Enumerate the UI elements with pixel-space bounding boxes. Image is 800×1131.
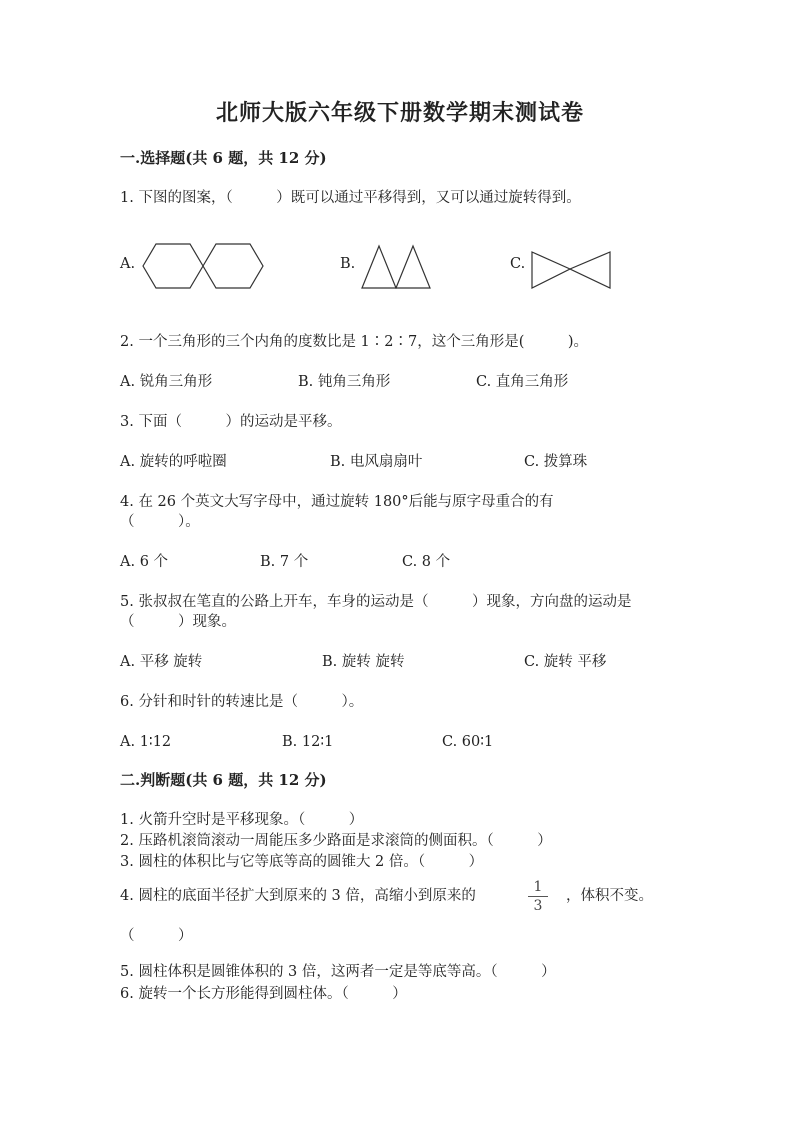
q1-option-b-label: B.	[340, 256, 356, 272]
fraction-one-third	[528, 879, 548, 914]
q5-option-b: B. 旋转 旋转	[322, 654, 405, 670]
judge-q3: 3. 圆柱的体积比与它等底等高的圆锥大 2 倍。（ ）	[120, 854, 484, 870]
judge-q2: 2. 压路机滚筒滚动一周能压多少路面是求滚筒的侧面积。（ ）	[120, 833, 552, 849]
judge-q5: 5. 圆柱体积是圆锥体积的 3 倍，这两者一定是等底等高。（ ）	[120, 964, 556, 980]
judge-q6: 6. 旋转一个长方形能得到圆柱体。（ ）	[120, 986, 407, 1002]
q6-option-a: A. 1∶12	[120, 734, 172, 750]
section1-heading: 一.选择题(共 6 题，共 12 分)	[120, 149, 327, 167]
fraction-numerator: 1	[533, 879, 543, 895]
q1-text: 1. 下图的图案，（ ）既可以通过平移得到，又可以通过旋转得到。	[120, 190, 581, 206]
page-title: 北师大版六年级下册数学期末测试卷	[215, 100, 584, 126]
q3-option-a: A. 旋转的呼啦圈	[120, 454, 227, 470]
q3-option-c: C. 拨算珠	[524, 454, 588, 470]
q3-option-b: B. 电风扇扇叶	[330, 454, 423, 470]
triangle-pair-figure	[358, 242, 438, 292]
section2-heading: 二.判断题(共 6 题，共 12 分)	[120, 771, 327, 789]
q2-text: 2. 一个三角形的三个内角的度数比是 1∶2∶7，这个三角形是( )。	[120, 334, 589, 350]
q2-option-c: C. 直角三角形	[476, 374, 569, 390]
judge-q4-text: 4. 圆柱的底面半径扩大到原来的 3 倍，高缩小到原来的	[120, 888, 476, 904]
q5-text-line1: 5. 张叔叔在笔直的公路上开车，车身的运动是（ ）现象，方向盘的运动是	[120, 594, 632, 610]
q3-text: 3. 下面（ ）的运动是平移。	[120, 414, 342, 430]
q4-text-line2: （ ）。	[120, 514, 200, 530]
judge-q4-tail: ，体积不变。	[566, 888, 653, 904]
q5-text-line2: （ ）现象。	[120, 614, 236, 630]
q4-text-line1: 4. 在 26 个英文大写字母中，通过旋转 180°后能与原字母重合的有	[120, 494, 554, 510]
q6-option-c: C. 60∶1	[442, 734, 494, 750]
q4-option-b: B. 7 个	[260, 554, 309, 570]
judge-q1: 1. 火箭升空时是平移现象。（ ）	[120, 812, 364, 828]
bowtie-figure	[528, 248, 614, 292]
fraction-bar	[528, 896, 548, 897]
q1-option-c-label: C.	[510, 256, 526, 272]
q5-option-a: A. 平移 旋转	[120, 654, 203, 670]
q6-text: 6. 分针和时针的转速比是（ ）。	[120, 694, 364, 710]
judge-q4-blank: （ ）	[120, 928, 193, 944]
q1-option-a-label: A.	[120, 256, 136, 272]
q2-option-a: A. 锐角三角形	[120, 374, 213, 390]
q4-option-c: C. 8 个	[402, 554, 451, 570]
fraction-denominator: 3	[533, 898, 543, 914]
q2-option-b: B. 钝角三角形	[298, 374, 391, 390]
hexagon-pair-figure	[138, 240, 268, 292]
q6-option-b: B. 12∶1	[282, 734, 334, 750]
q4-option-a: A. 6 个	[120, 554, 169, 570]
q5-option-c: C. 旋转 平移	[524, 654, 607, 670]
